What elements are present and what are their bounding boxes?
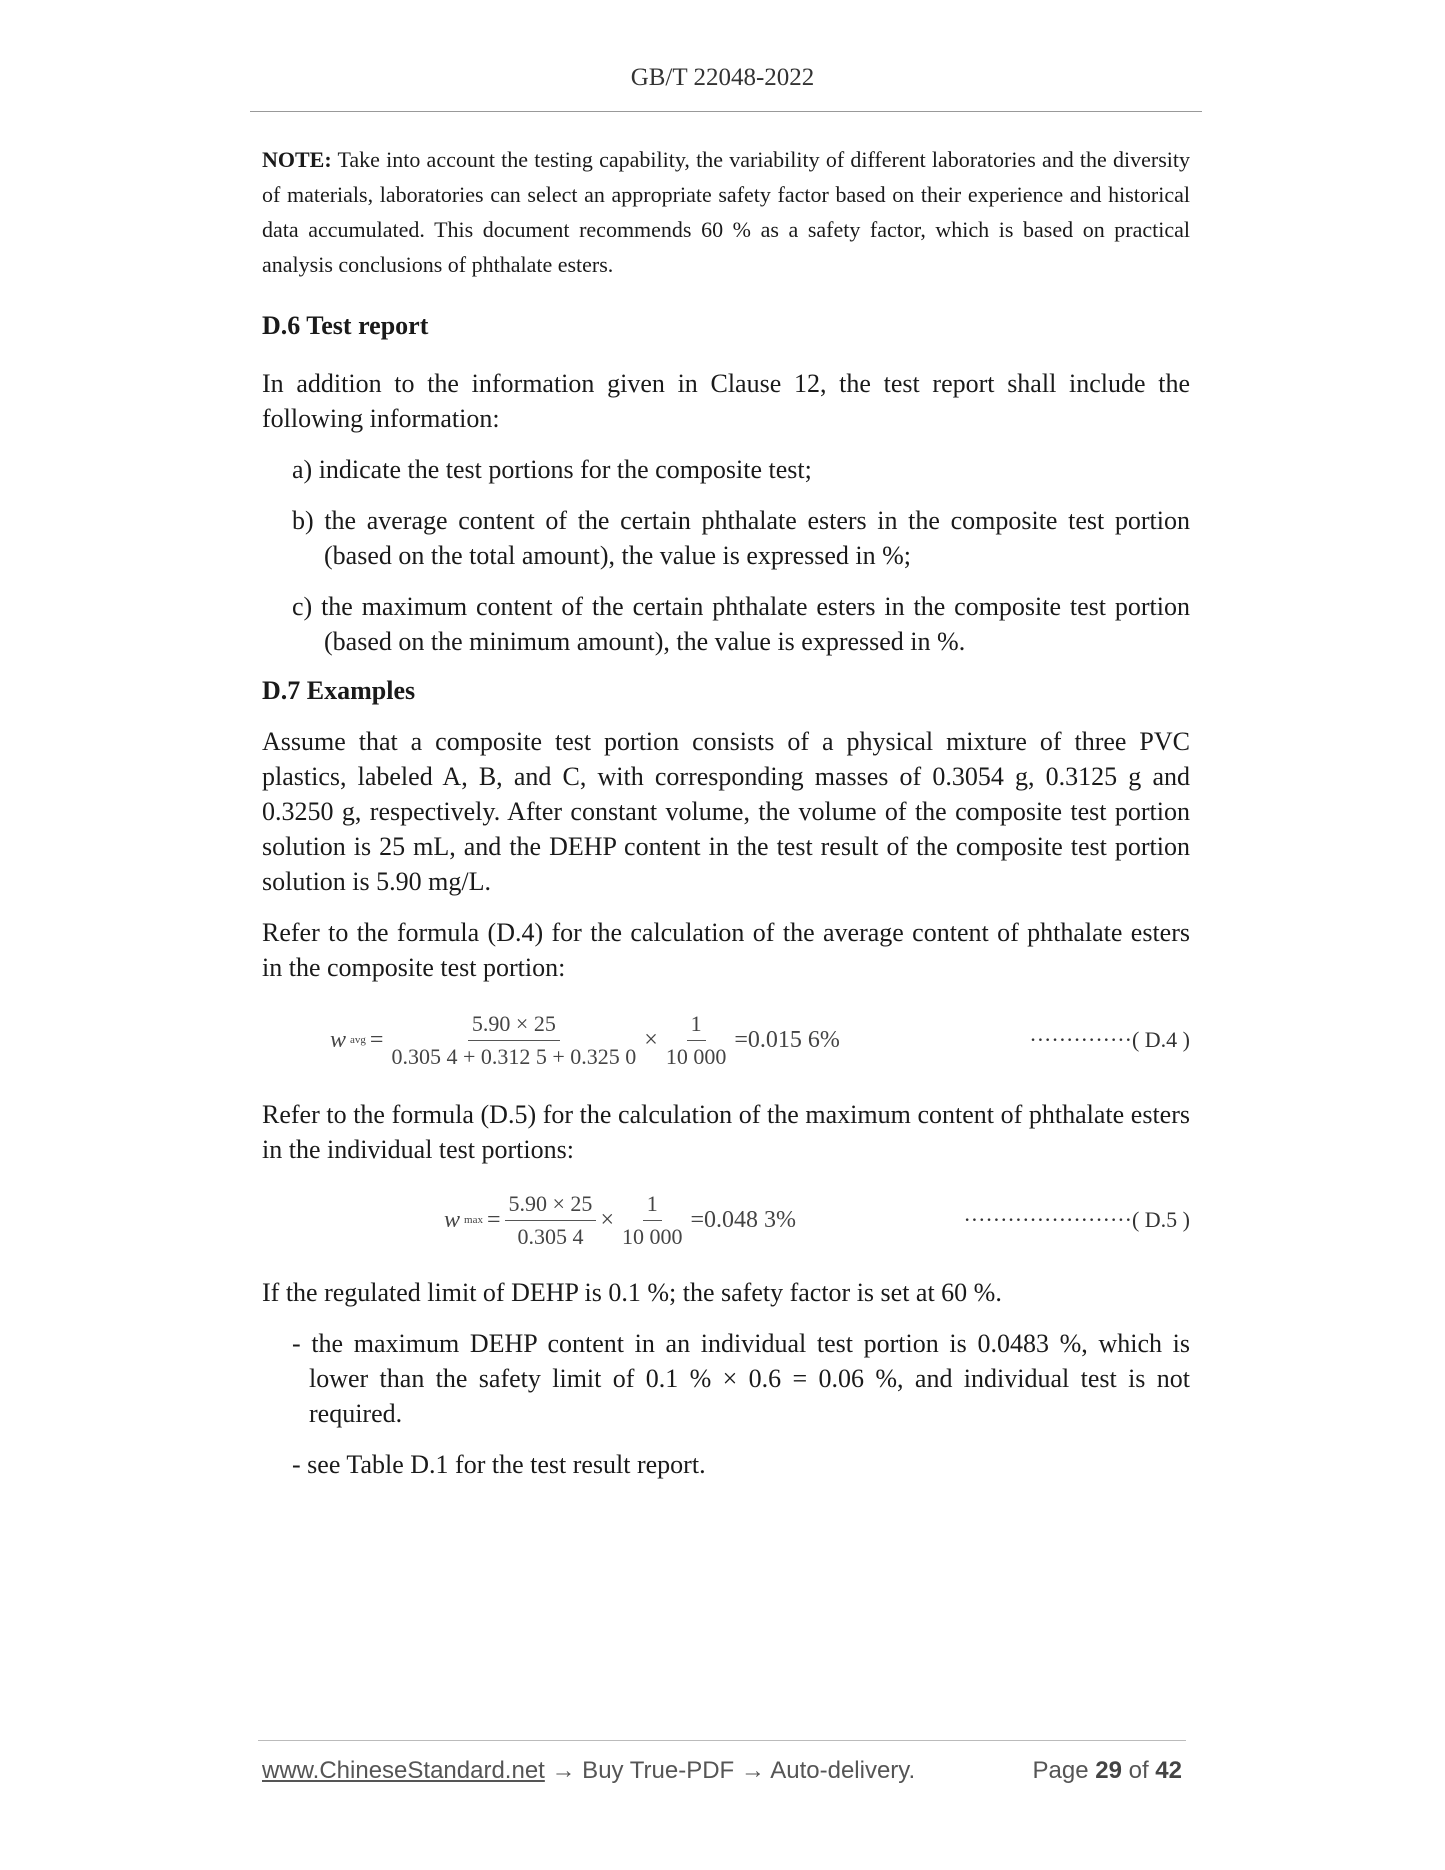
formula-d4-numerator-1: 5.90 × 25 <box>468 1011 560 1041</box>
formula-d4-fraction-1 <box>387 1011 640 1070</box>
formula-d4-numerator-2: 1 <box>687 1011 706 1041</box>
d7-paragraph-2: Refer to the formula (D.4) for the calculation of the average content of phthalate esters in the composite test portion: <box>262 918 1190 982</box>
formula-d4 <box>262 1005 1190 1075</box>
formula-d4-denominator-1: 0.305 4 + 0.312 5 + 0.325 0 <box>391 1043 637 1069</box>
d7-paragraph-1: Assume that a composite test portion consists of a physical mixture of three PVC plastics, labeled A, B, and C, with corresponding masses of 0.3054 g, 0.3125 g and 0.3250 g, respectively. After constant volume, the volume of the composite test portion solution is 25 mL, and the DEHP content in the test result of the composite test portion solution is 5.90 mg/L. <box>262 727 1190 896</box>
d6-intro: In addition to the information given in Clause 12, the test report shall include the following information: <box>262 369 1190 433</box>
footer-website-link[interactable]: www.ChineseStandard.net <box>262 1757 545 1784</box>
page-header-title: GB/T 22048-2022 <box>630 64 815 91</box>
list-item-a: a) indicate the test portions for the composite test; <box>292 455 812 484</box>
formula-d5-subscript: max <box>464 1214 483 1226</box>
formula-d4-fraction-2 <box>662 1011 731 1070</box>
formula-d5-numerator-2: 1 <box>643 1191 662 1221</box>
formula-d4-result: =0.015 6% <box>734 1026 840 1053</box>
formula-d5-times: × <box>600 1206 614 1233</box>
formula-d4-number: ··············( D.4 ) <box>1029 1027 1190 1052</box>
page-footer <box>262 1757 1186 1785</box>
formula-d4-variable: w <box>330 1026 347 1053</box>
formula-d4-equals: = <box>369 1026 384 1053</box>
header-divider <box>250 111 1202 112</box>
formula-d5-variable: w <box>444 1206 461 1233</box>
formula-d5-numerator-1: 5.90 × 25 <box>505 1191 597 1221</box>
of-word: of <box>1128 1757 1149 1784</box>
page-number: 29 <box>1095 1757 1122 1784</box>
formula-d5 <box>262 1185 1190 1255</box>
formula-d5-denominator-2: 10 000 <box>621 1223 683 1249</box>
formula-d5-equals: = <box>486 1206 501 1233</box>
formula-d4-subscript: avg <box>350 1034 366 1046</box>
formula-d5-expression <box>444 1185 800 1255</box>
formula-d4-times: × <box>644 1026 658 1053</box>
d7-paragraph-3: Refer to the formula (D.5) for the calculation of the maximum content of phthalate esters in the individual test portions: <box>262 1100 1190 1164</box>
footer-divider <box>258 1740 1186 1741</box>
page-indicator <box>1033 1757 1183 1785</box>
list-item-b: b) the average content of the certain phthalate esters in the composite test portion (based on the total amount), the value is expressed in %; <box>292 506 1190 570</box>
formula-d4-expression <box>330 1005 844 1075</box>
formula-d5-fraction-1 <box>505 1191 597 1250</box>
list-item-c: c) the maximum content of the certain phthalate esters in the composite test portion (based on the minimum amount), the value is expressed in %. <box>292 592 1190 656</box>
formula-d5-denominator-1: 0.305 4 <box>517 1223 584 1249</box>
dash-item-1: - the maximum DEHP content in an individual test portion is 0.0483 %, which is lower than the safety limit of 0.1 % × 0.6 = 0.06 %, and individual test is not required. <box>292 1329 1190 1428</box>
section-heading-d6: D.6 Test report <box>262 311 429 340</box>
note-label: NOTE: <box>262 147 332 172</box>
footer-tagline: → Buy True-PDF → Auto-delivery. <box>544 1757 916 1784</box>
page-content <box>262 142 1190 1482</box>
total-pages: 42 <box>1155 1757 1182 1784</box>
formula-d5-fraction-2 <box>618 1191 687 1250</box>
formula-d4-denominator-2: 10 000 <box>665 1043 727 1069</box>
page-word: Page <box>1032 1757 1089 1784</box>
dash-item-2: - see Table D.1 for the test result report. <box>292 1450 706 1479</box>
note-text: Take into account the testing capability, the variability of different laboratories and the diversity of materials, laboratories can select an appropriate safety factor based on their experience and historical data accumulated. This document recommends 60 % as a safety factor, which is based on practical analysis conclusions of phthalate esters. <box>262 147 1190 277</box>
formula-d5-result: =0.048 3% <box>690 1206 797 1233</box>
note-paragraph <box>262 142 1190 282</box>
formula-d5-number: ·······················( D.5 ) <box>963 1207 1190 1232</box>
d7-paragraph-4: If the regulated limit of DEHP is 0.1 %; the safety factor is set at 60 %. <box>262 1278 1002 1307</box>
section-heading-d7: D.7 Examples <box>262 676 416 705</box>
